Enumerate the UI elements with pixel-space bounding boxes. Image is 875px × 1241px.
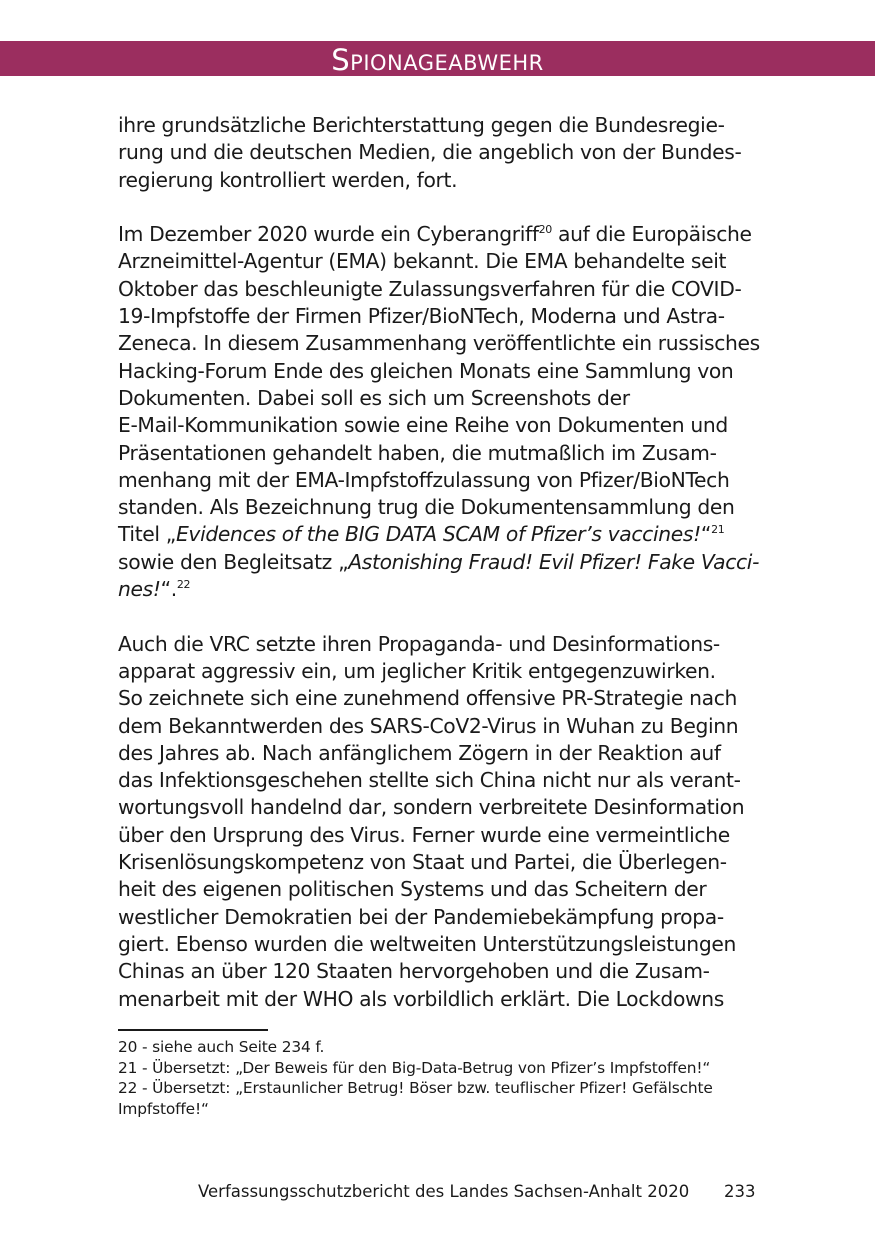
text-line: rung und die deutschen Medien, die angeblich von der Bundes- [118,140,742,165]
text-line: Auch die VRC setzte ihren Propaganda- und Desinformations- [118,631,720,656]
text-line: des Jahres ab. Nach anfänglichem Zögern in der Reaktion auf [118,740,721,765]
body-text [118,112,768,1040]
page-footer: Verfassungsschutzbericht des Landes Sachsen-Anhalt 2020 [198,1182,690,1201]
quoted-title: Evidences of the BIG DATA SCAM of Pfizer’s vaccines! [175,522,701,547]
text-line [118,549,768,576]
text-line [118,221,768,248]
quoted-slogan: Astonishing Fraud! Evil Pfizer! Fake Vacci- [348,549,760,574]
page-number: 233 [724,1182,756,1201]
text-line: ihre grundsätzliche Berichterstattung gegen die Bundesregie- [118,113,725,137]
text-line: wortungsvoll handelnd dar, sondern verbreitete Desinformation [118,795,745,820]
text-segment: Titel „ [118,522,176,547]
text-line: dem Bekanntwerden des SARS-CoV2-Virus in Wuhan zu Beginn [118,713,739,738]
text-line: Krisenlösungskompetenz von Staat und Partei, die Überlegen- [118,850,727,875]
text-line: Präsentationen gehandelt haben, die mutmaßlich im Zusam- [118,440,717,465]
text-line: So zeichnete sich eine zunehmend offensive PR-Strategie nach [118,686,738,711]
text-segment: Im Dezember 2020 wurde ein Cyberangriff [118,222,539,247]
section-title-rest: PIONAGEABWEHR [350,51,544,75]
footnote-ref-21: 21 [711,523,725,537]
text-segment: “. [160,577,177,602]
text-line: Zeneca. In diesem Zusammenhang veröffentlichte ein russisches [118,331,760,356]
text-line [118,576,768,603]
text-line: standen. Als Bezeichnung trug die Dokumentensammlung den [118,495,735,520]
paragraph-2 [118,221,768,603]
footnote-22: 22 - Übersetzt: „Erstaunlicher Betrug! Böser bzw. teuflischer Pfizer! Gefälschte [118,1079,713,1097]
text-line: Chinas an über 120 Staaten hervorgehoben und die Zusam- [118,959,710,984]
section-title-initial: S [331,43,351,77]
footnote-ref-22: 22 [176,578,191,592]
text-line: Dokumenten. Dabei soll es sich um Screenshots der [118,385,630,410]
text-line: Hacking-Forum Ende des gleichen Monats eine Sammlung von [118,358,734,383]
text-line: westlicher Demokratien bei der Pandemiebekämpfung propa- [118,904,724,929]
footnote-divider [118,1029,268,1031]
quoted-slogan-end: nes! [118,577,161,602]
text-line: apparat aggressiv ein, um jeglicher Kritik entgegenzuwirken. [118,658,716,683]
paragraph-3 [118,631,768,1013]
text-segment: auf die Europäische [551,222,752,247]
text-line: Arzneimittel-Agentur (EMA) bekannt. Die EMA behandelte seit [118,249,727,274]
text-line: heit des eigenen politischen Systems und das Scheitern der [118,877,707,902]
text-line: regierung kontrolliert werden, fort. [118,167,458,192]
text-segment: sowie den Begleitsatz „ [118,549,349,574]
paragraph-1 [118,112,768,194]
text-line: menarbeit mit der WHO als vorbildlich erklärt. Die Lockdowns [118,986,724,1011]
footnote-21: 21 - Übersetzt: „Der Beweis für den Big-Data-Betrug von Pfizer’s Impfstoffen!“ [118,1058,711,1077]
text-line: menhang mit der EMA-Impfstoffzulassung von Pfizer/BioNTech [118,467,730,492]
text-line [118,521,768,548]
footnotes [118,1037,768,1119]
text-line: 19-Impfstoffe der Firmen Pfizer/BioNTech, Moderna und Astra- [118,304,725,329]
footnote-22-continued: Impfstoffe!“ [118,1099,209,1118]
text-line: über den Ursprung des Virus. Ferner wurde eine vermeintliche [118,822,730,847]
text-segment: “ [700,522,712,547]
footnote-20: 20 - siehe auch Seite 234 f. [118,1038,325,1056]
text-line: Oktober das beschleunigte Zulassungsverfahren für die COVID- [118,276,742,301]
text-line: das Infektionsgeschehen stellte sich China nicht nur als verant- [118,768,741,793]
text-line: E-Mail-Kommunikation sowie eine Reihe von Dokumenten und [118,413,728,438]
footnote-ref-20: 20 [538,223,552,237]
section-title [0,44,875,76]
text-line: giert. Ebenso wurden die weltweiten Unterstützungsleistungen [118,931,736,956]
